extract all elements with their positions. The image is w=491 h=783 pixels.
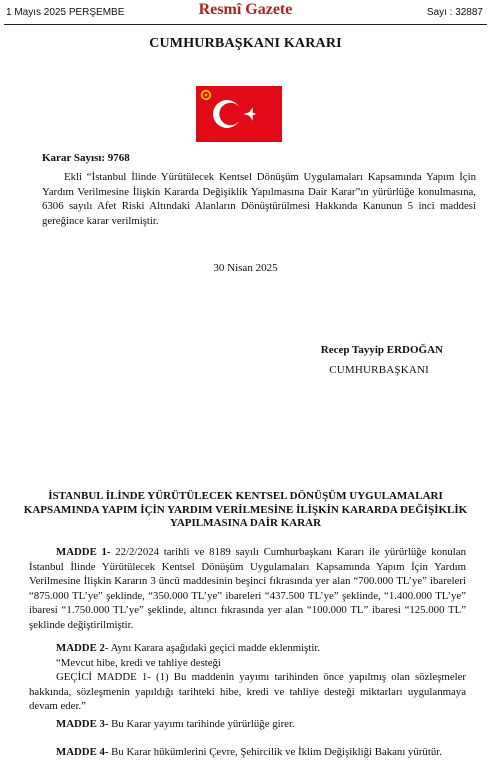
issue-number: Sayı : 32887 (426, 7, 483, 18)
article-text: Bu Karar hükümlerini Çevre, Şehircilik ve İklim Değişikliği Bakanı yürütür. (108, 746, 442, 758)
presidential-seal-icon (201, 90, 211, 100)
quoted-heading: “Mevcut hibe, kredi ve tahliye desteği (56, 656, 221, 669)
annex-title: İSTANBUL İLİNDE YÜRÜTÜLECEK KENTSEL DÖNÜŞÜM UYGULAMALARI KAPSAMINDA YAPIM İÇİN YARDIM VERİLMESİNE İLİŞKİN KARARDA DEĞİŞİKLİK YAPILMASINA DAİR KARAR (23, 490, 468, 530)
document-title: CUMHURBAŞKANI KARARI (149, 36, 342, 51)
decision-date: 30 Nisan 2025 (213, 262, 278, 274)
article-2 (29, 641, 466, 714)
article-4 (29, 745, 466, 760)
signer-name: Recep Tayyip ERDOĞAN (320, 344, 443, 356)
decision-number: Karar Sayısı: 9768 (42, 152, 130, 164)
gazette-header (0, 0, 491, 24)
article-label: MADDE 1- (56, 546, 111, 558)
intro-paragraph: Ekli “İstanbul İlinde Yürütülecek Kentsel Dönüşüm Uygulamaları Kapsamında Yapım İçin Yardım Verilmesine İlişkin Kararda Değişiklik Yapılmasına Dair Karar”ın yürürlüğe konulmasına, 6306 sayılı Afet Riski Altındaki Alanların Dönüştürülmesi Hakkında Kanunun 5 inci maddesi gereğince karar verilmiştir. (42, 171, 476, 227)
article-label: MADDE 4- (56, 746, 109, 758)
signer-title: CUMHURBAŞKANI (329, 364, 429, 376)
article-label: MADDE 2- (56, 642, 109, 654)
temporary-article: GEÇİCİ MADDE 1- (1) Bu maddenin yayımı tarihinden önce yapılmış olan sözleşmeler hakkında, sözleşmenin yapıldığı tarihteki hibe, kredi ve tahliye desteği miktarları uygulanmaya devam eder.” (29, 671, 466, 713)
article-label: MADDE 3- (56, 718, 109, 730)
article-text: 22/2/2024 tarihli ve 8189 sayılı Cumhurbaşkanı Kararı ile yürürlüğe konulan İstanbul İlinde Yürütülecek Kentsel Dönüşüm Uygulamaları Kapsamında Yapım İçin Yardım Verilmesine İlişkin Kararın 3 üncü maddesinin beşinci fıkrasında yer alan “700.000 TL’ye” ibareleri “875.000 TL’ye” şeklinde, “350.000 TL’ye” ibareleri “437.500 TL’ye” şeklinde, “1.400.000 TL’ye” ibaresi “1.750.000 TL’ye” şeklinde, altıncı fıkrasında yer alan “100.000 TL” ibaresi “125.000 TL” şeklinde değiştirilmiştir. (29, 546, 466, 631)
article-1 (29, 545, 466, 633)
header-divider (4, 24, 487, 25)
article-2-lead (29, 641, 466, 656)
gazette-name: Resmî Gazete (198, 1, 293, 18)
header-date: 1 Mayıs 2025 PERŞEMBE (6, 7, 125, 18)
article-text: Bu Karar yayımı tarihinde yürürlüğe girer. (108, 718, 295, 730)
turkey-flag-icon (196, 86, 282, 142)
article-3 (29, 717, 466, 732)
article-text: Aynı Karara aşağıdaki geçici madde eklenmiştir. (108, 642, 321, 654)
